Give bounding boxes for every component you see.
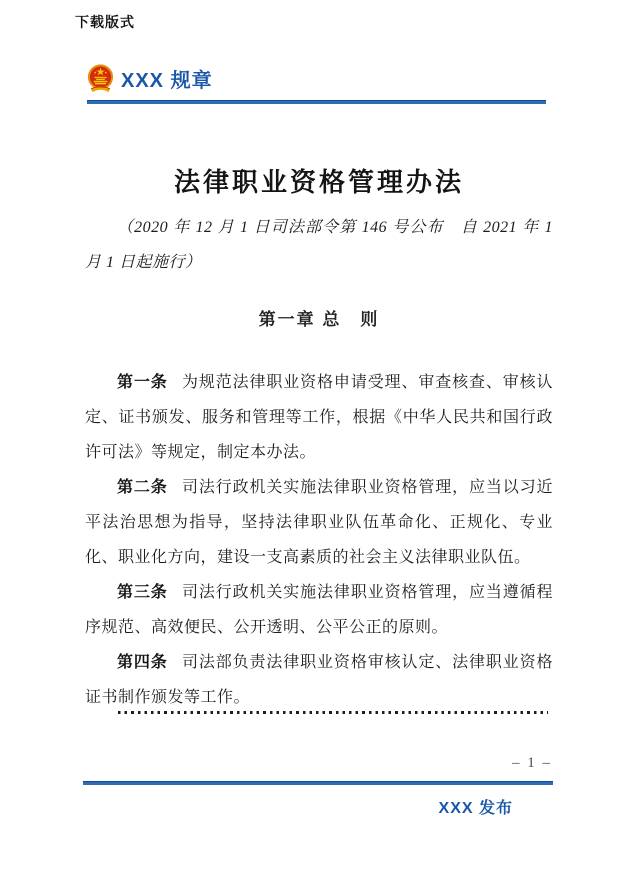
banner-title: XXX 规章 (121, 69, 213, 92)
footer-divider-line (83, 781, 553, 785)
page-number: – 1 – (512, 755, 552, 771)
document-body (85, 160, 553, 715)
articles-section (85, 365, 553, 715)
download-format-label: 下载版式 (75, 16, 135, 31)
promulgation-note: （2020 年 12 月 1 日司法部令第 146 号公布 自 2021 年 1 月 1 日起施行） (85, 219, 553, 271)
article-text-2: 司法行政机关实施法律职业资格管理，应当以习近平法治思想为指导，坚持法律职业队伍革命化、正规化、专业化、职业化方向，建设一支高素质的社会主义法律职业队伍。 (85, 479, 553, 566)
article-paragraph-3 (85, 575, 553, 645)
header-banner (87, 61, 213, 95)
article-paragraph-1 (85, 365, 553, 470)
chapter-heading: 第一章 总 则 (258, 310, 380, 329)
article-paragraph-2 (85, 470, 553, 575)
article-label-3: 第三条 (117, 584, 168, 601)
article-text-1: 为规范法律职业资格申请受理、审查核查、审核认定、证书颁发、服务和管理等工作，根据《中华人民共和国行政许可法》等规定，制定本办法。 (85, 374, 553, 461)
header-divider-line (87, 100, 546, 104)
article-paragraph-4 (85, 645, 553, 715)
publisher-label: XXX 发布 (438, 800, 513, 817)
dotted-separator (118, 711, 548, 714)
national-emblem-icon (87, 63, 114, 94)
article-label-2: 第二条 (117, 479, 168, 496)
article-label-1: 第一条 (117, 374, 168, 391)
article-text-4: 司法部负责法律职业资格审核认定、法律职业资格证书制作颁发等工作。 (85, 654, 553, 706)
article-label-4: 第四条 (117, 654, 168, 671)
article-text-3: 司法行政机关实施法律职业资格管理，应当遵循程序规范、高效便民、公开透明、公平公正的原则。 (85, 584, 553, 636)
document-title: 法律职业资格管理办法 (173, 168, 464, 197)
